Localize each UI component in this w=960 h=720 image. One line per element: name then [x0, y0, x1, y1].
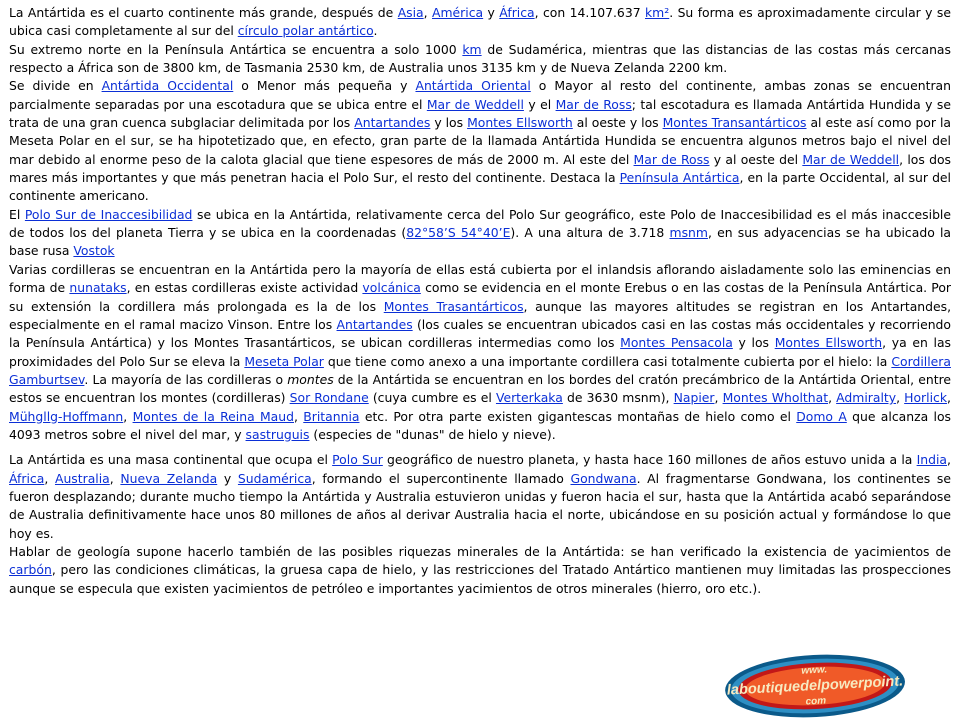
website-logo[interactable] — [722, 651, 908, 719]
inline-link[interactable]: nunataks — [69, 280, 127, 296]
inline-link[interactable]: Napier — [673, 390, 715, 406]
inline-link[interactable]: Sor Rondane — [289, 390, 369, 406]
inline-link[interactable]: Montes Wholthat — [722, 390, 829, 406]
paragraph-mountain-ranges: Varias cordilleras se encuentran en la Antártida pero la mayoría de ellas está cubierta por el inlandsis aflorando aisladamente solo las eminencias en forma de nunataks, en estas cordilleras existe actividad volcánica como se evidencia en el monte Erebus o en las costas de la Península Antártica. Por su extensión la cordillera más prolongada es la de los Montes Trasantárticos, aunque las mayores altitudes se registran en los Antartandes, especialmente en el ramal macizo Vinson. Entre los Antartandes (los cuales se encuentran ubicados casi en las costas más occidentales y recorriendo la Península Antártica) y los Montes Trasantárticos, se ubican cordilleras intermedias como los Montes Pensacola y los Montes Ellsworth, ya en las proximidades del Polo Sur se eleva la Meseta Polar que tiene como anexo a una importante cordillera casi totalmente cubierta por el hielo: la Cordillera Gamburtsev. La mayoría de las cordilleras o montes de la Antártida se encuentran en los bordes del cratón precámbrico de la Antártida Oriental, entre estos se encuentran los montes (cordilleras) Sor Rondane (cuya cumbre es el Verterkaka de 3630 msnm), Napier, Montes Wholthat, Admiralty, Horlick, Mühgllg-Hoffmann, Montes de la Reina Maud, Britannia etc. Por otra parte existen gigantescas montañas de hielo como el Domo A que alcanza los 4093 metros sobre el nivel del mar, y sastruguis (especies de "dunas" de hielo y nieve). — [9, 261, 952, 442]
inline-link[interactable]: Admiralty — [836, 390, 897, 406]
inline-link[interactable]: Península Antártica — [619, 170, 740, 186]
paragraph-distances: Su extremo norte en la Península Antártica se encuentra a solo 1000 km de Sudamérica, mientras que las distancias de las costas más cercanas respecto a África son de 3800 km, de Tasmania 2530 km, de Australia unos 3135 km y de Nueva Zelanda 2200 km. — [9, 41, 951, 76]
logo-text-com: com — [805, 695, 827, 708]
inline-link[interactable]: Antartandes — [354, 115, 431, 131]
inline-link[interactable]: carbón — [9, 562, 52, 578]
inline-link[interactable]: Sudamérica — [237, 470, 312, 486]
inline-link[interactable]: Polo Sur de Inaccesibilidad — [24, 206, 193, 222]
inline-link[interactable]: Horlick — [904, 390, 948, 406]
emphasis-text: montes — [287, 371, 334, 387]
inline-link[interactable]: Meseta Polar — [244, 353, 324, 369]
inline-link[interactable]: Montes Ellsworth — [467, 115, 573, 131]
inline-link[interactable]: km — [462, 41, 482, 57]
inline-link[interactable]: sastruguis — [245, 426, 310, 442]
inline-link[interactable]: km² — [645, 5, 670, 20]
inline-link[interactable]: África — [9, 470, 45, 486]
paragraph-gondwana: La Antártida es una masa continental que ocupa el Polo Sur geográfico de nuestro planeta, y hasta hace 160 millones de años estuvo unida a la India, África, Australia, Nueva Zelanda y Sudamérica, formando el supercontinente llamado Gondwana. Al fragmentarse Gondwana, los continentes se fueron desplazando; durante mucho tiempo la Antártida y Australia estuvieron unidas y fueron hacia el sur, hasta que la Antártida acabó separándose de Australia definitivamente hace unos 80 millones de años al derivar Australia hacia el norte, ubicándose en su posición actual y formándose lo que hoy es. — [9, 452, 951, 541]
inline-link[interactable]: Montes de la Reina Maud — [132, 408, 294, 424]
inline-link[interactable]: África — [499, 5, 535, 20]
inline-link[interactable]: Antártida Occidental — [101, 78, 234, 94]
paragraph-location: La Antártida es el cuarto continente más grande, después de Asia, América y África, con 14.107.637 km². Su forma es aproximadamente circular y se ubica casi completamente al sur del círculo polar antártico. — [9, 5, 951, 39]
inline-link[interactable]: volcánica — [362, 280, 421, 296]
inline-link[interactable]: Nueva Zelanda — [120, 470, 218, 486]
paragraph-mineral-resources: Hablar de geología supone hacerlo también de las posibles riquezas minerales de la Antártida: se han verificado la existencia de yacimientos de carbón, pero las condiciones climáticas, la gruesa capa de hielo, y las restricciones del Tratado Antártico mantienen muy limitadas las prospecciones aunque se especula que existen yacimientos de petróleo e importantes yacimientos de otros minerales (hierro, oro etc.). — [9, 543, 951, 596]
inline-link[interactable]: Gondwana — [570, 470, 637, 486]
inline-link[interactable]: msnm — [669, 225, 708, 241]
inline-link[interactable]: Polo Sur — [332, 452, 383, 468]
inline-link[interactable]: Mar de Ross — [555, 96, 632, 112]
paragraph-division: Se divide en Antártida Occidental o Menor más pequeña y Antártida Oriental o Mayor al resto del continente, ambas zonas se encuentran parcialmente separadas por una escotadura que se ubica entre el Mar de Weddell y el Mar de Ross; tal escotadura es llamada Antártida Hundida y se trata de una gran cuenca subglaciar delimitada por los Antartandes y los Montes Ellsworth al oeste y los Montes Transantárticos al este así como por la Meseta Polar en el sur, se ha hipotetizado que, en efecto, gran parte de la llamada Antártida Hundida se encuentra algunos metros bajo el nivel del mar debido al enorme peso de la calota glacial que tiene espesores de más de 2000 m. Al este del Mar de Ross y al oeste del Mar de Weddell, los dos mares más importantes y que más penetran hacia el Polo Sur, el resto del continente. Destaca la Península Antártica, en la parte Occidental, al sur del continente americano. — [9, 78, 952, 204]
inline-link[interactable]: círculo polar antártico — [237, 23, 374, 39]
logo-text-domain: laboutiquedelpowerpoint. — [726, 673, 904, 699]
inline-link[interactable]: Australia — [54, 470, 110, 486]
inline-link[interactable]: Cordillera Gamburtsev — [9, 353, 951, 387]
inline-link[interactable]: India — [916, 452, 948, 468]
inline-link[interactable]: Vostok — [73, 243, 115, 259]
inline-link[interactable]: Domo A — [796, 408, 847, 424]
logo-text-www: www. — [801, 664, 828, 677]
inline-link[interactable]: Montes Ellsworth — [774, 335, 883, 351]
inline-link[interactable]: Mar de Weddell — [426, 96, 524, 112]
inline-link[interactable]: 82°58’S 54°40’E — [406, 225, 511, 241]
inline-link[interactable]: Antartandes — [336, 316, 413, 332]
paragraph-inaccessibility-pole: El Polo Sur de Inaccesibilidad se ubica en la Antártida, relativamente cerca del Polo Sur geográfico, este Polo de Inaccesibilidad es el más inaccesible de todos los del planeta Tierra y se ubica en la coordenadas (82°58’S 54°40’E). A una altura de 3.718 msnm, en sus adyacencias se ha ubicado la base rusa Vostok — [9, 206, 952, 259]
inline-link[interactable]: Montes Trasantárticos — [383, 298, 524, 314]
inline-link[interactable]: Mühgllg-Hoffmann — [9, 408, 124, 424]
inline-link[interactable]: Mar de Ross — [633, 151, 710, 167]
inline-link[interactable]: Verterkaka — [495, 390, 563, 406]
inline-link[interactable]: Montes Transantárticos — [662, 115, 807, 131]
inline-link[interactable]: Britannia — [303, 408, 360, 424]
inline-link[interactable]: América — [432, 5, 484, 20]
article-body — [9, 4, 951, 598]
inline-link[interactable]: Montes Pensacola — [620, 335, 733, 351]
inline-link[interactable]: Asia — [397, 5, 424, 20]
inline-link[interactable]: Antártida Oriental — [415, 78, 531, 94]
inline-link[interactable]: Mar de Weddell — [802, 151, 900, 167]
